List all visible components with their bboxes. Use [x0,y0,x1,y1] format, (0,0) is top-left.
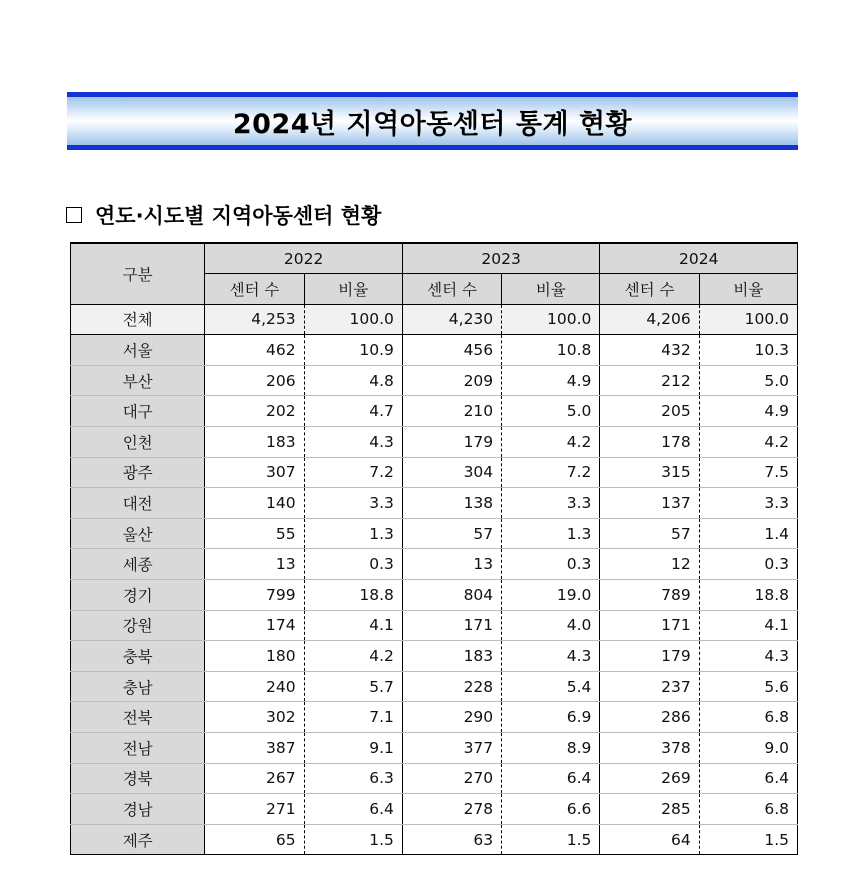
region-name: 충남 [71,671,205,702]
center-count-cell: 4,206 [600,304,699,335]
ratio-cell: 4.8 [304,365,402,396]
count-header: 센터 수 [205,274,304,305]
region-name: 제주 [71,824,205,855]
region-name: 경북 [71,763,205,794]
year-header: 2022 [205,243,403,274]
ratio-cell: 19.0 [502,580,600,611]
ratio-cell: 1.5 [304,824,402,855]
ratio-cell: 0.3 [699,549,797,580]
count-header: 센터 수 [402,274,501,305]
center-count-cell: 140 [205,488,304,519]
center-count-cell: 171 [600,610,699,641]
region-name: 전남 [71,733,205,764]
ratio-cell: 4.1 [699,610,797,641]
center-count-cell: 202 [205,396,304,427]
ratio-cell: 6.4 [304,794,402,825]
center-count-cell: 55 [205,518,304,549]
year-header: 2023 [402,243,600,274]
ratio-cell: 3.3 [502,488,600,519]
ratio-header: 비율 [502,274,600,305]
ratio-cell: 7.5 [699,457,797,488]
center-count-cell: 789 [600,580,699,611]
region-name: 전체 [71,304,205,335]
ratio-cell: 6.9 [502,702,600,733]
ratio-cell: 4.2 [304,641,402,672]
center-count-cell: 4,253 [205,304,304,335]
center-count-cell: 240 [205,671,304,702]
stats-table [70,242,798,855]
center-count-cell: 63 [402,824,501,855]
ratio-cell: 100.0 [304,304,402,335]
table-row [71,488,798,519]
table-row [71,518,798,549]
center-count-cell: 13 [402,549,501,580]
region-name: 세종 [71,549,205,580]
ratio-cell: 5.0 [699,365,797,396]
ratio-cell: 6.6 [502,794,600,825]
center-count-cell: 57 [402,518,501,549]
ratio-cell: 0.3 [502,549,600,580]
region-name: 인천 [71,427,205,458]
center-count-cell: 4,230 [402,304,501,335]
center-count-cell: 302 [205,702,304,733]
ratio-cell: 4.0 [502,610,600,641]
total-row [71,304,798,335]
ratio-cell: 100.0 [699,304,797,335]
ratio-cell: 0.3 [304,549,402,580]
region-name: 대구 [71,396,205,427]
region-name: 전북 [71,702,205,733]
year-header: 2024 [600,243,798,274]
ratio-cell: 4.3 [699,641,797,672]
table-row [71,794,798,825]
region-name: 대전 [71,488,205,519]
center-count-cell: 171 [402,610,501,641]
region-name: 울산 [71,518,205,549]
region-name: 충북 [71,641,205,672]
center-count-cell: 271 [205,794,304,825]
table-row [71,702,798,733]
center-count-cell: 212 [600,365,699,396]
center-count-cell: 378 [600,733,699,764]
center-count-cell: 432 [600,335,699,366]
region-name: 광주 [71,457,205,488]
table-row [71,457,798,488]
ratio-cell: 4.2 [699,427,797,458]
center-count-cell: 387 [205,733,304,764]
table-row [71,335,798,366]
region-name: 강원 [71,610,205,641]
ratio-cell: 7.2 [502,457,600,488]
center-count-cell: 179 [402,427,501,458]
table-body [71,304,798,855]
ratio-cell: 10.9 [304,335,402,366]
table-row [71,549,798,580]
ratio-cell: 3.3 [699,488,797,519]
center-count-cell: 137 [600,488,699,519]
region-name: 부산 [71,365,205,396]
center-count-cell: 206 [205,365,304,396]
table-row [71,580,798,611]
center-count-cell: 209 [402,365,501,396]
table-row [71,763,798,794]
ratio-cell: 4.9 [699,396,797,427]
center-count-cell: 286 [600,702,699,733]
ratio-cell: 1.5 [502,824,600,855]
ratio-cell: 5.0 [502,396,600,427]
ratio-cell: 9.1 [304,733,402,764]
center-count-cell: 456 [402,335,501,366]
center-count-cell: 307 [205,457,304,488]
table-row [71,641,798,672]
ratio-cell: 7.2 [304,457,402,488]
ratio-cell: 6.4 [699,763,797,794]
center-count-cell: 315 [600,457,699,488]
ratio-cell: 4.2 [502,427,600,458]
center-count-cell: 64 [600,824,699,855]
center-count-cell: 179 [600,641,699,672]
ratio-cell: 10.3 [699,335,797,366]
table-row [71,396,798,427]
ratio-cell: 9.0 [699,733,797,764]
ratio-cell: 8.9 [502,733,600,764]
ratio-cell: 6.3 [304,763,402,794]
center-count-cell: 228 [402,671,501,702]
ratio-cell: 6.8 [699,794,797,825]
center-count-cell: 290 [402,702,501,733]
ratio-cell: 4.3 [304,427,402,458]
center-count-cell: 65 [205,824,304,855]
center-count-cell: 304 [402,457,501,488]
ratio-header: 비율 [699,274,797,305]
center-count-cell: 267 [205,763,304,794]
ratio-cell: 4.7 [304,396,402,427]
ratio-cell: 1.3 [304,518,402,549]
ratio-header: 비율 [304,274,402,305]
center-count-cell: 799 [205,580,304,611]
ratio-cell: 4.3 [502,641,600,672]
table-row [71,671,798,702]
ratio-cell: 4.9 [502,365,600,396]
count-header: 센터 수 [600,274,699,305]
title-banner [67,92,798,150]
ratio-cell: 1.5 [699,824,797,855]
center-count-cell: 237 [600,671,699,702]
category-header: 구분 [71,243,205,304]
section-heading [66,199,381,231]
section-title: 연도·시도별 지역아동센터 현황 [95,204,382,228]
ratio-cell: 1.4 [699,518,797,549]
ratio-cell: 18.8 [699,580,797,611]
center-count-cell: 12 [600,549,699,580]
center-count-cell: 270 [402,763,501,794]
ratio-cell: 7.1 [304,702,402,733]
center-count-cell: 210 [402,396,501,427]
center-count-cell: 180 [205,641,304,672]
square-bullet-icon [66,207,82,223]
center-count-cell: 138 [402,488,501,519]
page-title: 2024년 지역아동센터 통계 현황 [232,108,633,140]
ratio-cell: 6.8 [699,702,797,733]
center-count-cell: 377 [402,733,501,764]
ratio-cell: 1.3 [502,518,600,549]
ratio-cell: 18.8 [304,580,402,611]
ratio-cell: 5.4 [502,671,600,702]
ratio-cell: 100.0 [502,304,600,335]
center-count-cell: 13 [205,549,304,580]
table-row [71,365,798,396]
ratio-cell: 5.6 [699,671,797,702]
center-count-cell: 57 [600,518,699,549]
table-row [71,824,798,855]
ratio-cell: 10.8 [502,335,600,366]
center-count-cell: 278 [402,794,501,825]
center-count-cell: 205 [600,396,699,427]
table-row [71,610,798,641]
ratio-cell: 3.3 [304,488,402,519]
center-count-cell: 269 [600,763,699,794]
region-name: 경기 [71,580,205,611]
table-row [71,733,798,764]
center-count-cell: 285 [600,794,699,825]
ratio-cell: 6.4 [502,763,600,794]
center-count-cell: 804 [402,580,501,611]
center-count-cell: 174 [205,610,304,641]
ratio-cell: 5.7 [304,671,402,702]
region-name: 경남 [71,794,205,825]
center-count-cell: 183 [205,427,304,458]
center-count-cell: 178 [600,427,699,458]
center-count-cell: 462 [205,335,304,366]
region-name: 서울 [71,335,205,366]
center-count-cell: 183 [402,641,501,672]
table-row [71,427,798,458]
ratio-cell: 4.1 [304,610,402,641]
